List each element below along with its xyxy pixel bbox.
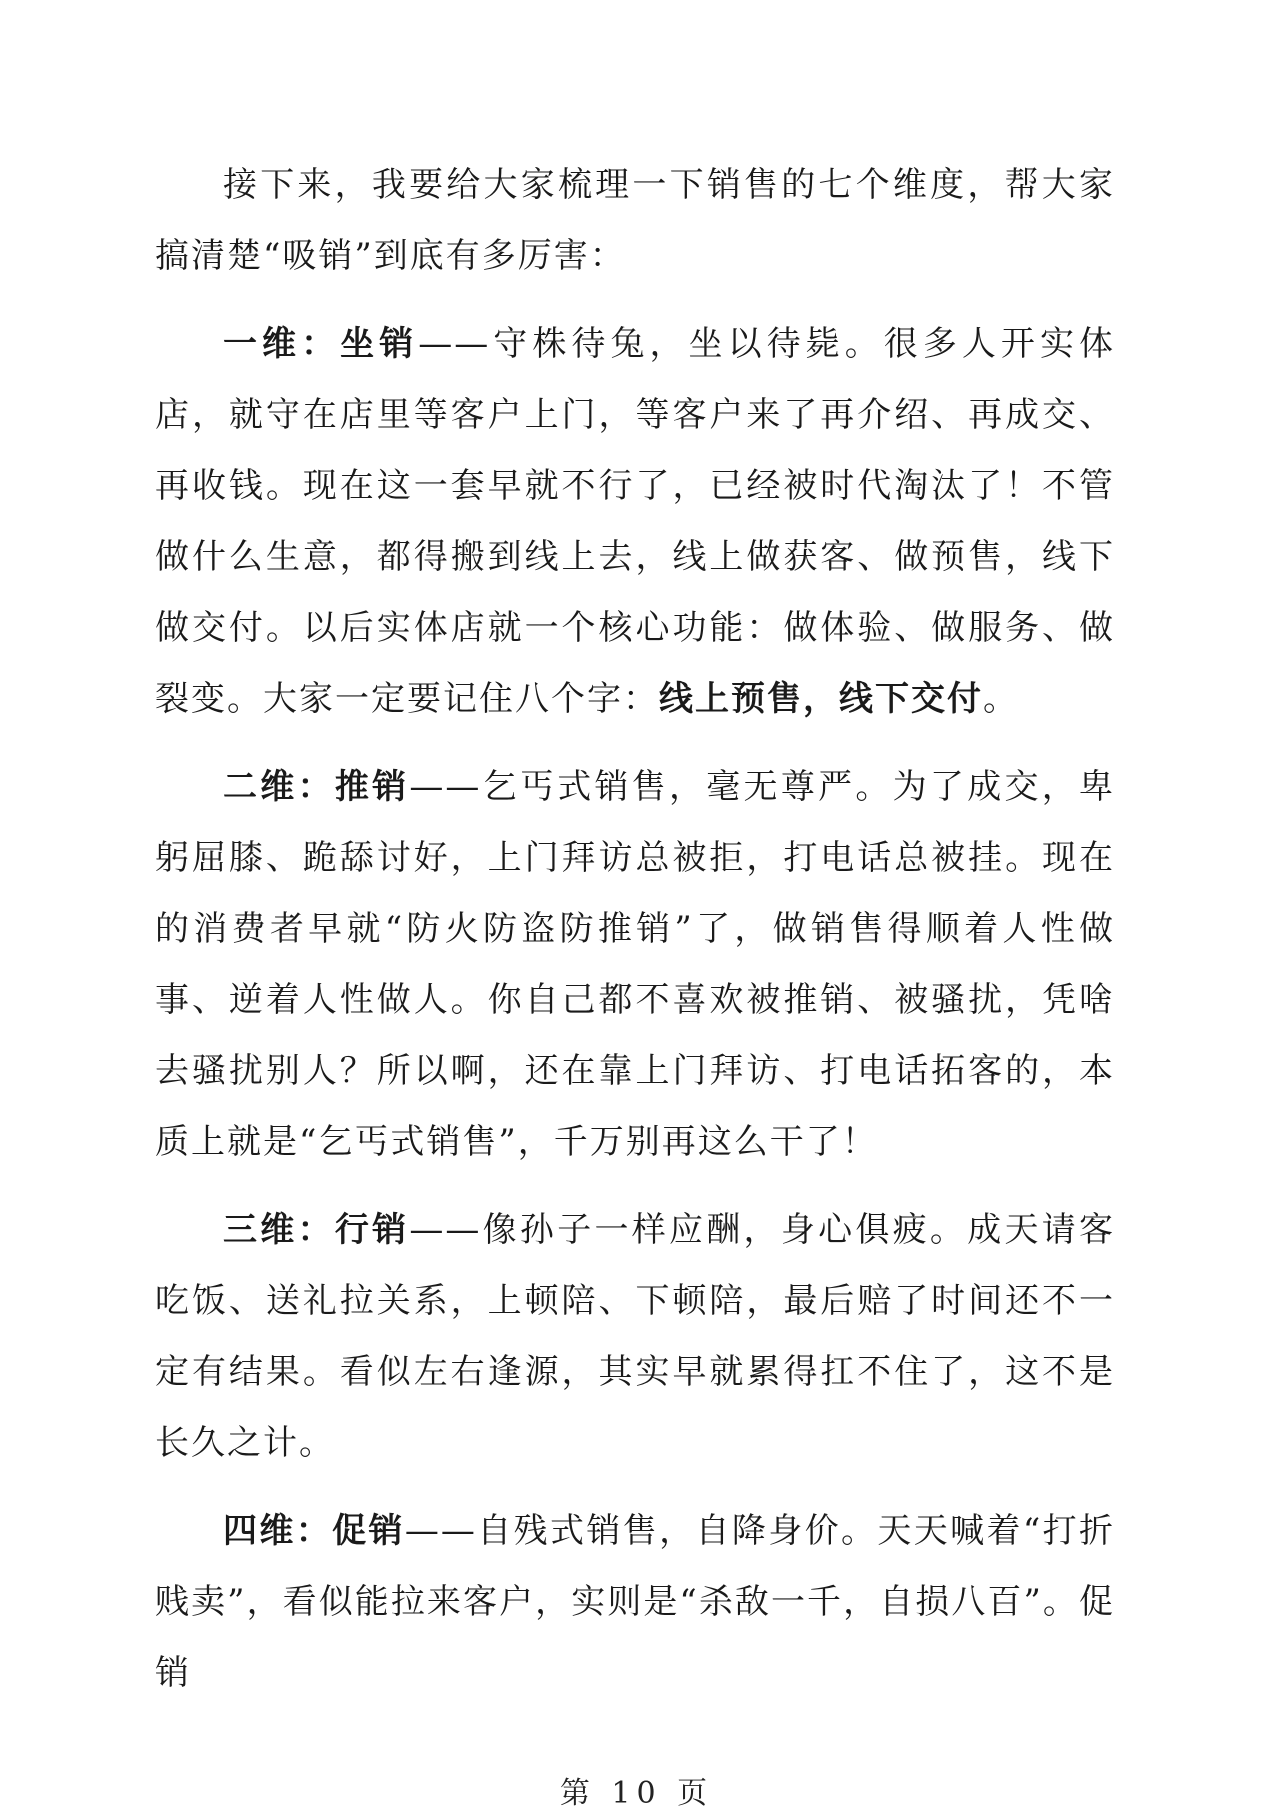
paragraph-text: ——乞丐式销售，毫无尊严。为了成交，卑躬屈膝、跪舔讨好，上门拜访总被拒，打电话总被挂。现在的消费者早就“防火防盗防推销”了，做销售得顺着人性做事、逆着人性做人。你自己都不喜欢被推销、被骚扰，凭啥去骚扰别人？所以啊，还在靠上门拜访、打电话拓客的，本质上就是“乞丐式销售”，千万别再这么干了！: [155, 767, 1116, 1162]
paragraph-text: 接下来，我要给大家梳理一下销售的七个维度，帮大家搞清楚“吸销”到底有多厉害：: [155, 165, 1115, 276]
page-number: 第 10 页: [559, 1776, 714, 1811]
paragraph-heading: 四维：促销: [223, 1511, 405, 1551]
paragraph-heading: 一维：坐销: [223, 324, 419, 364]
paragraph-dimension-4: [155, 1496, 1115, 1709]
paragraph-dimension-3: [155, 1195, 1115, 1479]
paragraph-intro: [155, 150, 1115, 292]
paragraph-dimension-2: [155, 752, 1115, 1178]
paragraph-text: ——像孙子一样应酬，身心俱疲。成天请客吃饭、送礼拉关系，上顿陪、下顿陪，最后赔了时间还不一定有结果。看似左右逢源，其实早就累得扛不住了，这不是长久之计。: [155, 1210, 1116, 1463]
paragraph-emphasis: 线上预售，线下交付: [659, 679, 983, 719]
paragraph-dimension-1: [155, 309, 1115, 735]
paragraph-text: ——守株待兔，坐以待毙。很多人开实体店，就守在店里等客户上门，等客户来了再介绍、再成交、再收钱。现在这一套早就不行了，已经被时代淘汰了！不管做什么生意，都得搬到线上去，线上做获客、做预售，线下做交付。以后实体店就一个核心功能：做体验、做服务、做裂变。大家一定要记住八个字：: [155, 324, 1116, 719]
paragraph-heading: 二维：推销: [223, 767, 410, 807]
paragraph-heading: 三维：行销: [223, 1210, 410, 1250]
paragraph-text: ——自残式销售，自降身价。天天喊着“打折贱卖”，看似能拉来客户，实则是“杀敌一千，自损八百”。促销: [155, 1511, 1115, 1693]
document-body: [155, 150, 1115, 1726]
paragraph-tail: 。: [983, 679, 1019, 719]
